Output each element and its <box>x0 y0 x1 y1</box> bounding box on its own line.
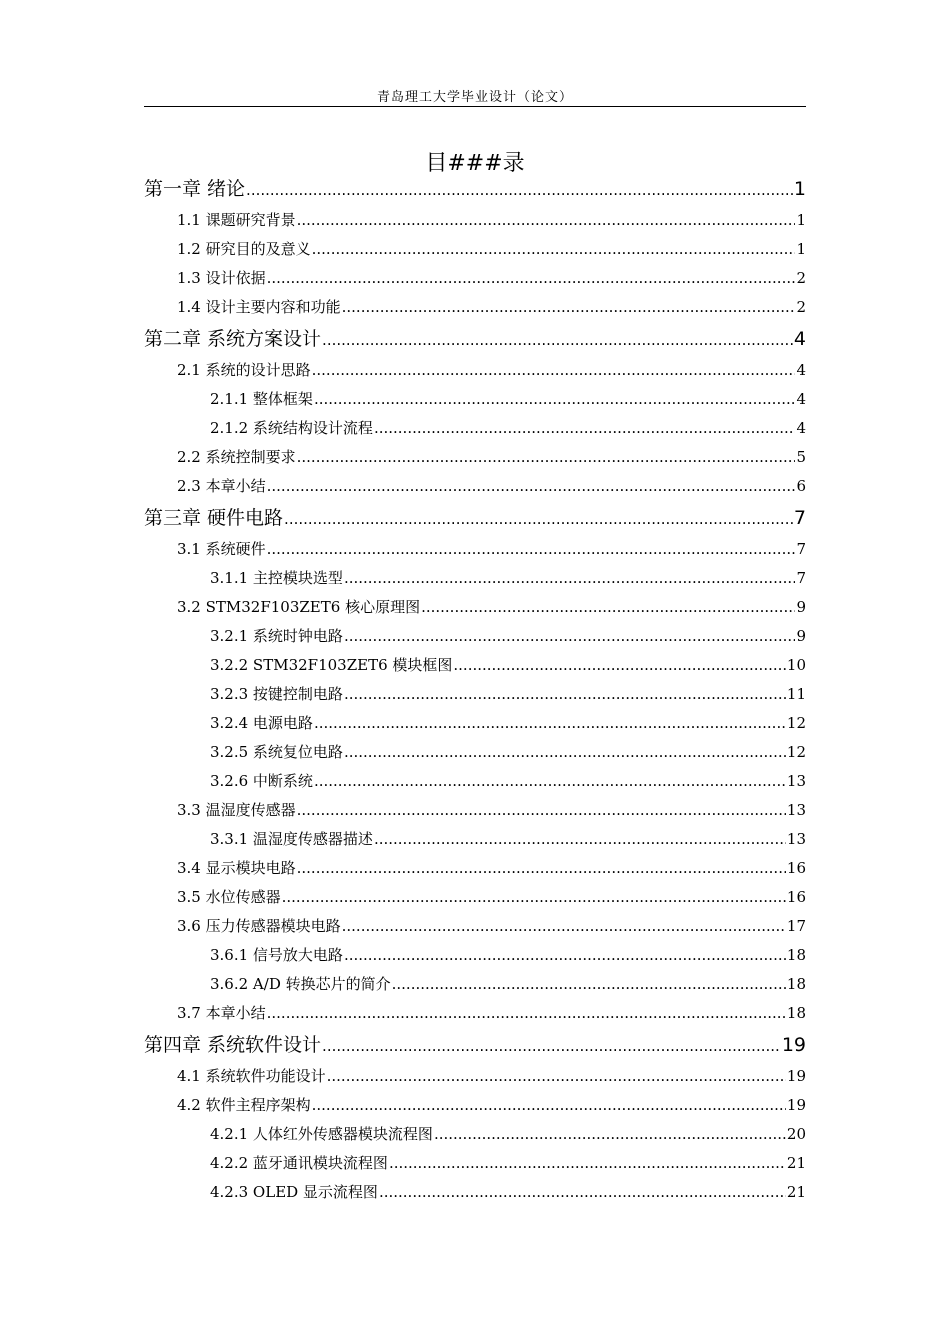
toc-entry-label: 3.3 温湿度传感器 <box>177 801 296 819</box>
toc-section-entry[interactable] <box>144 235 806 264</box>
toc-leader-dots <box>342 293 796 322</box>
toc-entry-label: 3.4 显示模块电路 <box>177 859 296 877</box>
toc-leader-dots <box>344 680 786 709</box>
toc-leader-dots <box>267 535 796 564</box>
toc-section-entry[interactable] <box>144 535 806 564</box>
toc-entry-page: 7 <box>796 540 806 558</box>
toc-chapter-entry[interactable] <box>144 1028 806 1062</box>
toc-section-entry[interactable] <box>144 443 806 472</box>
toc-section-entry[interactable] <box>144 356 806 385</box>
toc-entry-page: 2 <box>796 298 806 316</box>
toc-entry-page: 13 <box>786 772 806 790</box>
toc-entry-label: 1.3 设计依据 <box>177 269 266 287</box>
toc-subsection-entry[interactable] <box>144 767 806 796</box>
table-of-contents <box>144 172 806 1207</box>
toc-entry-label: 3.1.1 主控模块选型 <box>210 569 343 587</box>
toc-subsection-entry[interactable] <box>144 738 806 767</box>
toc-entry-page: 11 <box>786 685 806 703</box>
toc-leader-dots <box>327 1062 786 1091</box>
page-header: 青岛理工大学毕业设计（论文） <box>376 90 573 105</box>
toc-entry-page: 2 <box>796 269 806 287</box>
toc-entry-page: 4 <box>796 390 806 408</box>
toc-entry-label: 3.2.6 中断系统 <box>210 772 313 790</box>
toc-section-entry[interactable] <box>144 999 806 1028</box>
toc-entry-page: 5 <box>796 448 806 466</box>
toc-entry-label: 3.2.1 系统时钟电路 <box>210 627 343 645</box>
toc-entry-label: 3.2.2 STM32F103ZET6 模块框图 <box>210 656 453 674</box>
toc-entry-page: 21 <box>786 1183 806 1201</box>
toc-entry-label: 4.2.2 蓝牙通讯模块流程图 <box>210 1154 388 1172</box>
toc-entry-page: 10 <box>786 656 806 674</box>
toc-subsection-entry[interactable] <box>144 564 806 593</box>
toc-leader-dots <box>434 1120 786 1149</box>
toc-leader-dots <box>379 1178 786 1207</box>
toc-section-entry[interactable] <box>144 1062 806 1091</box>
toc-subsection-entry[interactable] <box>144 414 806 443</box>
toc-section-entry[interactable] <box>144 912 806 941</box>
toc-section-entry[interactable] <box>144 1091 806 1120</box>
toc-subsection-entry[interactable] <box>144 1178 806 1207</box>
toc-title: 目###录 <box>425 151 525 176</box>
toc-chapter-entry[interactable] <box>144 501 806 535</box>
toc-entry-page: 19 <box>786 1096 806 1114</box>
toc-subsection-entry[interactable] <box>144 709 806 738</box>
toc-entry-page: 4 <box>796 361 806 379</box>
toc-entry-page: 12 <box>786 743 806 761</box>
toc-entry-label: 2.3 本章小结 <box>177 477 266 495</box>
toc-entry-page: 1 <box>793 178 806 200</box>
toc-leader-dots <box>322 323 793 357</box>
toc-leader-dots <box>297 854 786 883</box>
toc-entry-label: 第一章 绪论 <box>144 178 246 200</box>
toc-entry-label: 3.6 压力传感器模块电路 <box>177 917 341 935</box>
toc-section-entry[interactable] <box>144 796 806 825</box>
toc-leader-dots <box>267 999 786 1028</box>
toc-entry-page: 20 <box>786 1125 806 1143</box>
toc-entry-page: 13 <box>786 801 806 819</box>
toc-entry-page: 19 <box>786 1067 806 1085</box>
toc-section-entry[interactable] <box>144 593 806 622</box>
toc-entry-label: 3.2.4 电源电路 <box>210 714 313 732</box>
toc-entry-label: 2.2 系统控制要求 <box>177 448 296 466</box>
toc-entry-page: 9 <box>796 598 806 616</box>
toc-entry-label: 3.6.2 A/D 转换芯片的简介 <box>210 975 391 993</box>
toc-leader-dots <box>344 564 796 593</box>
toc-entry-page: 19 <box>781 1034 806 1056</box>
toc-leader-dots <box>312 356 796 385</box>
toc-leader-dots <box>374 414 796 443</box>
toc-entry-page: 17 <box>786 917 806 935</box>
toc-leader-dots <box>312 1091 786 1120</box>
toc-subsection-entry[interactable] <box>144 941 806 970</box>
toc-entry-label: 第三章 硬件电路 <box>144 507 284 529</box>
toc-entry-label: 1.1 课题研究背景 <box>177 211 296 229</box>
toc-entry-page: 21 <box>786 1154 806 1172</box>
toc-leader-dots <box>453 651 786 680</box>
toc-entry-label: 第二章 系统方案设计 <box>144 328 322 350</box>
toc-leader-dots <box>282 883 786 912</box>
toc-entry-label: 1.2 研究目的及意义 <box>177 240 311 258</box>
toc-leader-dots <box>344 622 796 651</box>
toc-entry-page: 7 <box>793 507 806 529</box>
toc-entry-label: 3.2.5 系统复位电路 <box>210 743 343 761</box>
toc-leader-dots <box>314 767 786 796</box>
toc-subsection-entry[interactable] <box>144 825 806 854</box>
toc-entry-label: 2.1 系统的设计思路 <box>177 361 311 379</box>
toc-leader-dots <box>312 235 796 264</box>
toc-entry-page: 6 <box>796 477 806 495</box>
toc-leader-dots <box>344 738 786 767</box>
toc-entry-page: 18 <box>786 975 806 993</box>
toc-entry-page: 18 <box>786 946 806 964</box>
toc-section-entry[interactable] <box>144 293 806 322</box>
toc-entry-page: 4 <box>793 328 806 350</box>
toc-subsection-entry[interactable] <box>144 622 806 651</box>
toc-entry-label: 2.1.1 整体框架 <box>210 390 313 408</box>
toc-entry-label: 4.2.3 OLED 显示流程图 <box>210 1183 378 1201</box>
toc-subsection-entry[interactable] <box>144 385 806 414</box>
header-rule <box>144 106 806 107</box>
toc-entry-label: 第四章 系统软件设计 <box>144 1034 322 1056</box>
toc-leader-dots <box>297 796 786 825</box>
toc-subsection-entry[interactable] <box>144 970 806 999</box>
toc-entry-page: 13 <box>786 830 806 848</box>
toc-entry-label: 2.1.2 系统结构设计流程 <box>210 419 373 437</box>
toc-chapter-entry[interactable] <box>144 322 806 356</box>
toc-section-entry[interactable] <box>144 264 806 293</box>
toc-leader-dots <box>314 385 796 414</box>
toc-section-entry[interactable] <box>144 472 806 501</box>
toc-entry-label: 3.2.3 按键控制电路 <box>210 685 343 703</box>
toc-leader-dots <box>297 206 796 235</box>
toc-entry-label: 4.2.1 人体红外传感器模块流程图 <box>210 1125 433 1143</box>
toc-leader-dots <box>389 1149 786 1178</box>
toc-chapter-entry[interactable] <box>144 172 806 206</box>
toc-entry-label: 3.3.1 温湿度传感器描述 <box>210 830 373 848</box>
toc-entry-page: 12 <box>786 714 806 732</box>
toc-subsection-entry[interactable] <box>144 1120 806 1149</box>
toc-section-entry[interactable] <box>144 206 806 235</box>
toc-entry-label: 3.6.1 信号放大电路 <box>210 946 343 964</box>
toc-leader-dots <box>392 970 786 999</box>
toc-entry-label: 3.5 水位传感器 <box>177 888 281 906</box>
toc-section-entry[interactable] <box>144 854 806 883</box>
toc-leader-dots <box>322 1029 781 1063</box>
toc-entry-page: 16 <box>786 888 806 906</box>
toc-entry-label: 3.2 STM32F103ZET6 核心原理图 <box>177 598 421 616</box>
toc-entry-label: 3.1 系统硬件 <box>177 540 266 558</box>
toc-entry-page: 9 <box>796 627 806 645</box>
toc-entry-page: 18 <box>786 1004 806 1022</box>
toc-entry-page: 4 <box>796 419 806 437</box>
toc-entry-page: 1 <box>796 240 806 258</box>
toc-entry-page: 1 <box>796 211 806 229</box>
toc-leader-dots <box>344 941 786 970</box>
toc-leader-dots <box>314 709 786 738</box>
toc-entry-label: 1.4 设计主要内容和功能 <box>177 298 341 316</box>
toc-entry-page: 16 <box>786 859 806 877</box>
toc-leader-dots <box>267 264 796 293</box>
toc-entry-label: 4.2 软件主程序架构 <box>177 1096 311 1114</box>
toc-subsection-entry[interactable] <box>144 680 806 709</box>
toc-entry-label: 3.7 本章小结 <box>177 1004 266 1022</box>
toc-entry-page: 7 <box>796 569 806 587</box>
toc-entry-label: 4.1 系统软件功能设计 <box>177 1067 326 1085</box>
toc-subsection-entry[interactable] <box>144 1149 806 1178</box>
toc-leader-dots <box>246 173 793 207</box>
toc-leader-dots <box>267 472 796 501</box>
toc-leader-dots <box>284 502 793 536</box>
toc-section-entry[interactable] <box>144 883 806 912</box>
toc-leader-dots <box>421 593 795 622</box>
toc-subsection-entry[interactable] <box>144 651 806 680</box>
toc-leader-dots <box>374 825 786 854</box>
toc-leader-dots <box>342 912 786 941</box>
toc-leader-dots <box>297 443 796 472</box>
